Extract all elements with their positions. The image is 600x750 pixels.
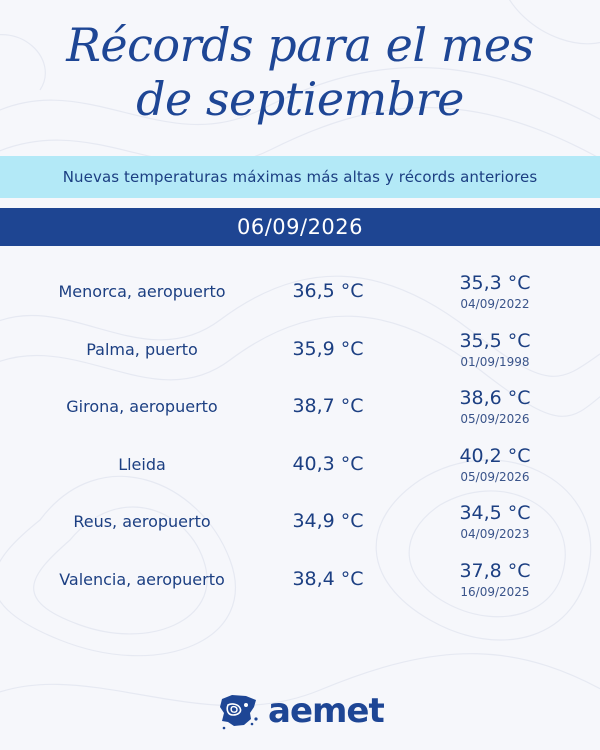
previous-record	[420, 272, 570, 312]
table-row	[0, 326, 600, 384]
station-name: Reus, aeropuerto	[73, 512, 211, 531]
station-name: Lleida	[118, 454, 166, 474]
logo-text: aemet	[268, 691, 384, 731]
previous-record-value: 38,6 °C	[459, 387, 531, 409]
table-row	[0, 383, 600, 441]
title-line-1: Récords para el mes	[66, 18, 534, 72]
previous-record-date: 04/09/2022	[460, 297, 530, 311]
station-name: Valencia, aeropuerto	[59, 569, 225, 589]
previous-record	[420, 387, 570, 427]
previous-record-value: 35,5 °C	[459, 329, 531, 352]
date-banner	[0, 208, 600, 246]
table-row	[0, 556, 600, 614]
records-table	[0, 268, 600, 613]
new-record-value: 40,3 °C	[292, 452, 364, 475]
new-record-value: 38,4 °C	[292, 567, 364, 590]
new-record-value: 36,5 °C	[292, 280, 364, 302]
previous-record-value: 34,5 °C	[459, 502, 531, 524]
previous-record	[420, 560, 570, 600]
previous-record-value: 40,2 °C	[459, 444, 531, 467]
station-name: Girona, aeropuerto	[66, 397, 218, 416]
previous-record-date: 05/09/2026	[460, 412, 530, 426]
aemet-logo	[216, 690, 386, 732]
previous-record-value: 37,8 °C	[459, 559, 531, 582]
table-row	[0, 498, 600, 556]
subtitle-banner	[0, 156, 600, 198]
previous-record-value: 35,3 °C	[459, 272, 531, 294]
previous-record	[420, 445, 570, 485]
date-text: 06/09/2026	[236, 215, 364, 239]
table-row	[0, 441, 600, 499]
new-record-value: 34,9 °C	[292, 510, 364, 532]
iberian-peninsula-logo-icon	[216, 691, 260, 731]
subtitle-text: Nuevas temperaturas máximas más altas y récords anteriores	[62, 168, 538, 186]
previous-record-date: 16/09/2025	[460, 584, 530, 599]
previous-record-date: 01/09/1998	[460, 354, 530, 369]
page-title	[0, 18, 600, 126]
station-name: Palma, puerto	[86, 339, 198, 359]
station-name: Menorca, aeropuerto	[58, 282, 226, 301]
previous-record	[420, 330, 570, 370]
new-record-value: 38,7 °C	[292, 395, 364, 417]
previous-record-date: 04/09/2023	[460, 527, 530, 541]
table-row	[0, 268, 600, 326]
previous-record-date: 05/09/2026	[460, 469, 530, 484]
previous-record	[420, 502, 570, 542]
new-record-value: 35,9 °C	[292, 337, 364, 360]
title-line-2: de septiembre	[136, 72, 464, 126]
